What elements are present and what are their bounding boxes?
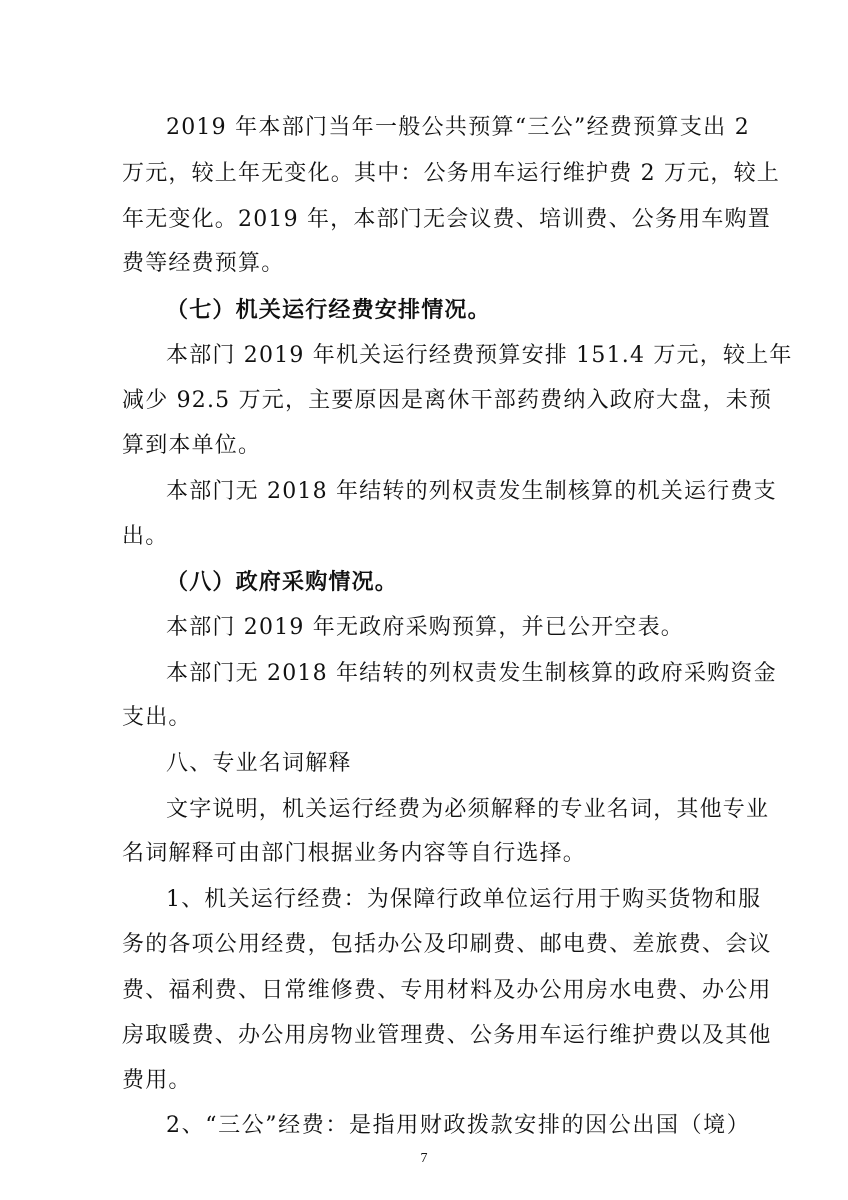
page-number: 7 [420,1151,428,1166]
paragraph-line: 减少 92.5 万元，主要原因是离休干部药费纳入政府大盘，未预 [122,388,773,413]
section-heading: 八、专业名词解释 [166,751,352,776]
paragraph-line: 年无变化。2019 年，本部门无会议费、培训费、公务用车购置 [122,207,771,232]
paragraph-line: 2019 年本部门当年一般公共预算“三公”经费预算支出 2 [166,115,750,140]
paragraph-line: 本部门无 2018 年结转的列权责发生制核算的机关运行费支 [166,479,777,504]
paragraph-line: 费用。 [122,1068,192,1093]
paragraph-line: 本部门无 2018 年结转的列权责发生制核算的政府采购资金 [166,661,777,686]
paragraph-line: 务的各项公用经费，包括办公及印刷费、邮电费、差旅费、会议 [122,932,772,957]
section-heading: （七）机关运行经费安排情况。 [166,297,491,323]
paragraph-line: 名词解释可由部门根据业务内容等自行选择。 [122,841,587,866]
paragraph-line: 1、机关运行经费：为保障行政单位运行用于购买货物和服 [166,887,762,912]
paragraph-line: 费、福利费、日常维修费、专用材料及办公用房水电费、办公用 [122,978,772,1003]
paragraph-line: 文字说明，机关运行经费为必须解释的专业名词，其他专业 [166,797,770,822]
paragraph-line: 出。 [122,524,169,549]
paragraph-line: 本部门 2019 年机关运行经费预算安排 151.4 万元，较上年 [166,343,793,368]
paragraph-line: 算到本单位。 [122,433,262,458]
section-heading: （八）政府采购情况。 [166,569,399,595]
paragraph-line: 本部门 2019 年无政府采购预算，并已公开空表。 [166,615,684,640]
paragraph-line: 支出。 [122,705,192,730]
paragraph-line: 房取暖费、办公用房物业管理费、公务用车运行维护费以及其他 [122,1023,772,1048]
paragraph-line: 2、“三公”经费：是指用财政拨款安排的因公出国（境） [166,1113,750,1138]
paragraph-line: 费等经费预算。 [122,251,285,276]
paragraph-line: 万元，较上年无变化。其中：公务用车运行维护费 2 万元，较上 [122,161,780,186]
